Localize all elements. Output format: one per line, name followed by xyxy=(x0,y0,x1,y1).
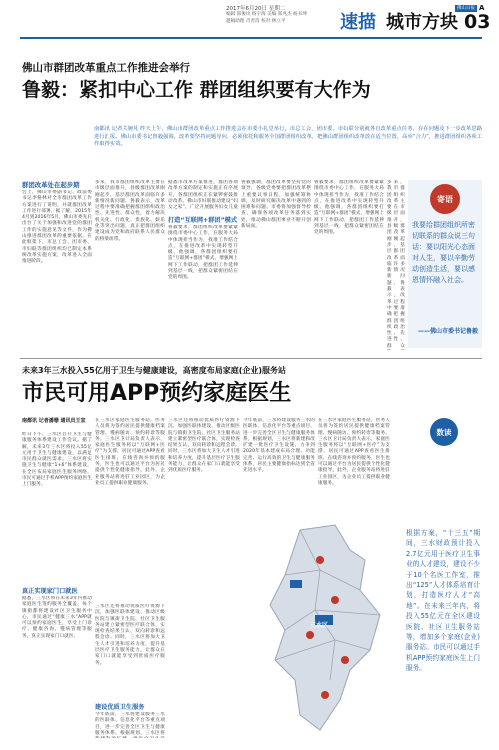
sidebar2 xyxy=(404,418,482,738)
header-date: 2017年6月20日 星期二 xyxy=(226,6,286,12)
sidebar2-body: 根据方案，“十三五”期间，三水财政预计投入2.7亿元用于医疗卫生事业的人才建设，建设不少于10个名医工作室，推出“125”人才体系培育计划，打造医疗人才“高地”。在未来三年内，将投入55亿元在全区建设医院、社区卫生服务站等，增加多个家庭(企业)服务站。市民可以通过手机APP预约家庭医生上门服务。 xyxy=(406,529,480,673)
article1-col-4: 鲁毅强调，群团改革要坚持党的领导，各级党委要把群团改革摆上重要议事日程，加强统筹协调，及时研究解决改革中遇到的困难和问题。市委将加强督导检查，确保各项改革任务落到实处，推动佛山群团事业不断开创新局面。 xyxy=(241,180,311,230)
header-editors: 编辑 邵俊岚 杨宇海 美编 郑兆杰 杨书坤 邀稿助理 肖善清 校对 林立平 xyxy=(226,12,307,24)
article1-subhead-2: 打造“互联网+群团”模式 xyxy=(168,217,238,224)
article2-subhead-1: 真正实现家门口就医 xyxy=(22,588,78,595)
article1-col-3b: 鲁毅要求，群团组织改革要紧紧围绕市委中心工作，在服务大局中体现担当作为，找准工作结合点，在推进改革中实现转型升级。他强调，各群团组织要打造“互联网+群团”模式，增强网上网下工作联动，把群团工作延伸到基层一线，把群众紧密团结在党的周围。 xyxy=(168,225,238,281)
article2-col-2c: 今年底前，三水将建设服务三水的医联体、信息化平台等重点项目，进一步完善全区卫生与健康服务体系。根据规划，三水区将 xyxy=(95,712,165,736)
article2-col-1: 昨日下午，三水区召开卫生与健康服务体系建设工作会议。据了解，未来3年三水区将投入55亿元用于卫生与健康建设，以满足市民群众就医需求。三水区将实施卫生与健康“1+6”体系建设，在全区布局家庭医生服务网络，市民可通过手机APP预约家庭医生上门服务。 xyxy=(22,432,92,488)
sidebar1-quote: 我要给群团组织所密切联系的群众说三句话：要以阳光心态面对人生，要以辛勤劳动创造生活，要以感恩情怀融入社会。 xyxy=(412,221,475,284)
article2-kicker: 未来3年三水投入55亿用于卫生与健康建设，高密度布局家庭(企业)服务站 xyxy=(22,366,287,375)
article1-col-3: 据悉市改革方案推进，群团各项改革方案的制定和实施正有序展开，各群团组织正在紧锣密鼓推动改革。佛山市妇联推动建设“妇女之家”，广泛开展服务妇女儿童 xyxy=(168,180,238,210)
section-letter: A xyxy=(479,4,485,12)
article1-col-1: 会上，佛山市委副书记、政法委书记李格林对全市群团改革工作方案进行了说明，并就群团改革工作进行部署。据了解，2015年4月到2016年5月，佛山市委先后出台了关于加强和改进党的群团工作的实施意见等文件，作为佛山推进群团改革的重要依据。在此框架下，市总工会、团市委、市妇联等群团组织均已制定本系统改革实施方案，改革进入全面推进阶段。 xyxy=(22,190,92,265)
sidebar2-tag xyxy=(430,418,458,446)
page-number: 03 xyxy=(464,11,491,33)
article1-col-5: 鲁毅要求，群团组织改革要紧紧围绕市委中心工作，在服务大局中体现担当作为，找准工作结合点，在推进改革中实现转型升级。他强调，各群团组织要打造“互联网+群团”模式，增强网上网下工作联动，把群团工作延伸到基层一线，把群众紧密团结在党的周围。 xyxy=(314,180,384,236)
sidebar1 xyxy=(408,180,482,348)
article2-col-2b: 三水区还将推动优质医疗资源下沉，加强医联体建设，推动区级医院与镇街卫生院、社区卫生服务站建立紧密型医疗联合体，实现检查结果互认、双向转诊和远程会诊。同时，三水区将加大卫生人才引进和培养力度，提升基层医疗卫生服务能力，让群众在家门口就能享受到优质医疗服务。 xyxy=(95,604,165,666)
article2-subhead-2: 建设优质卫生服务 xyxy=(95,704,145,711)
header-rule xyxy=(20,37,482,39)
article1-col-2: 多来，我市群团组织改革主要在市级层面推开，县级群团改革刚刚起步，基层群团改革面临许多新情况新问题。鲁毅表示，改革过程中要准确把握群团组织政治性、先进性、群众性，着力解决机关化、行政化、贵族化、娱乐化等突出问题，真正把群团组织建设成为党和政府联系人民群众的桥梁纽带。 xyxy=(95,180,165,242)
sidebar1-tag-text: 寄语 xyxy=(437,194,453,204)
map-illustration xyxy=(240,520,402,740)
article1-lead: 南都讯 记者关婉芃 昨天上午，佛山市群团改革重点工作推进会在市委小礼堂举行，市总工会、团市委、市妇联分别就各自改革重点任务，存在问题及下一步改革思路进行汇报。佛山市委书记鲁毅强调，改革要坚持问题导向、必须依托和服务全国群团组织改革，把佛山群团组织改革放在适当位置，高举“合力”，推进群团组织各项工作取得实效。 xyxy=(94,126,482,148)
article1-subhead-1: 群团改革处在起步期 xyxy=(22,181,80,189)
map-label: 三水区 xyxy=(310,622,329,629)
section-name: 速描 xyxy=(340,12,376,33)
article2-byline: 南都讯 记者潘珊 通讯员王宣 xyxy=(22,418,86,424)
article1-headline: 鲁毅：紧扣中心工作 群团组织要有大作为 xyxy=(22,79,371,101)
article2-col-5: 在三水区家庭医生服务站，医务人员将为签约居民提供健康档案管理、慢病随访、预约转诊等服务。三水区卫计局负责人表示，家庭医生服务将以“互联网+医疗”为支撑，居民可通过APP查看医生排班、在线咨询并预约服务，医生也可以通过平台为居民提供个性化健康指导。此外，企业服务站将进驻工业园区，为企业员工提供职业健康服务。 xyxy=(318,418,390,486)
article1-col-6: 多来，我市群团组织改革主要在市级层面推开，县级群团改革刚刚起步，基层群团改革面临许多新情况新问题。鲁毅表示，改革过程中要准确把握群团组织政治性、先进性、群众 xyxy=(387,180,405,349)
section-sub: 城市方块 xyxy=(386,12,458,33)
article2-headline: 市民可用APP预约家庭医生 xyxy=(22,381,292,406)
sidebar2-tag-text: 数读 xyxy=(436,427,452,437)
sanshui-map xyxy=(240,520,402,740)
sidebar1-tag xyxy=(430,184,460,214)
article2-col-4: 今年底前，三水将建设服务三水的医联体、信息化平台等重点项目，进一步完善全区卫生与健康服务体系。根据规划，三水区将新建和改扩建一批医疗卫生设施，力争到2020年基本建成布局合理、功能完善、运行高效的卫生与健康服务体系，居民主要健康指标达到全省先进水平。 xyxy=(243,418,315,474)
section-divider xyxy=(20,358,482,359)
article2-col-2: 在三水区家庭医生服务站，医务人员将为签约居民提供健康档案管理、慢病随访、预约转诊等服务。三水区卫计局负责人表示，家庭医生服务将以“互联网+医疗”为支撑，居民可通过APP查看医生排班、在线咨询并预约服务，医生也可以通过平台为居民提供个性化健康指导。此外，企业服务站将进驻工业园区，为企业员工提供职业健康服务。 xyxy=(95,418,165,486)
newspaper-name: 佛山日报 xyxy=(457,5,475,11)
article2-col-1b: 据悉，三水区将在未来3年内推动家庭医生签约服务全覆盖，每个镇街都将建设社区卫生服务中心，市民通过“健康三水”APP就可以预约家庭医生，享受上门诊疗、健康咨询、慢病管理等服务，真正实现家门口就医。 xyxy=(22,596,92,639)
article2-col-3: 三水区还将推动优质医疗资源下沉，加强医联体建设，推动区级医院与镇街卫生院、社区卫生服务站建立紧密型医疗联合体，实现检查结果互认、双向转诊和远程会诊。同时，三水区将加大卫生人才引进和培养力度，提升基层医疗卫生服务能力，让群众在家门口就能享受到优质医疗服务。 xyxy=(168,418,240,474)
page-header xyxy=(0,0,499,38)
sidebar1-attribution: ——佛山市委书记鲁毅 xyxy=(417,328,478,335)
article1-kicker: 佛山市群团改革重点工作推进会举行 xyxy=(22,62,190,74)
